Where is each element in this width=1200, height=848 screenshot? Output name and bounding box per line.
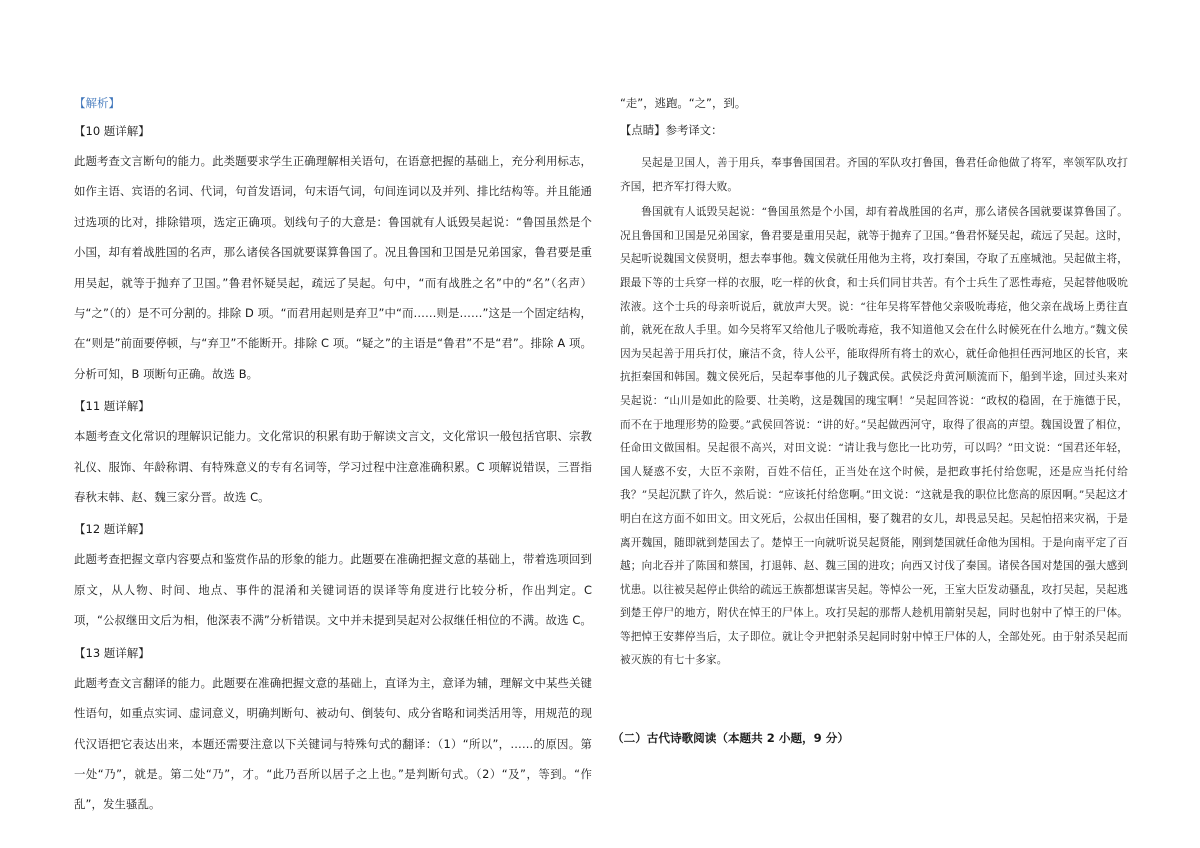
analysis-label: 【解析】 [74, 96, 120, 110]
question-13-heading: 【13 题详解】 [74, 645, 150, 660]
question-11-explanation: 本题考查文化常识的理解识记能力。文化常识的积累有助于解读文言文，文化常识一般包括官职、宗教礼仪、服饰、年龄称谓、有特殊意义的专有名词等，学习过程中注意准确积累。C 项解说错误，三晋指春秋末韩、赵、魏三家分晋。故选 C。 [74, 429, 592, 505]
translation-note-continuation: “走”，逃跑。“之”，到。 [620, 96, 747, 110]
question-10-explanation: 此题考查文言断句的能力。此类题要求学生正确理解相关语句，在语意把握的基础上，充分利用标志，如作主语、宾语的名词、代词，句首发语词，句末语气词，句间连词以及并列、排比结构等。并且能通过选项的比对，排除错项，选定正确项。划线句子的大意是：鲁国就有人诋毁吴起说：“鲁国虽然是个小国，却有着战胜国的名声，那么诸侯各国就要谋算鲁国了。况且鲁国和卫国是兄弟国家，鲁君要是重用吴起，就等于抛弃了卫国。”鲁君怀疑吴起，疏远了吴起。句中，“而有战胜之名”中的“名”（名声）与“之”（的）是不可分割的。排除 D 项。“而君用起则是弃卫”中“而……则是……”这是一个固定结构，在“则是”前面要停顿，与“弃卫”不能断开。排除 C 项。“疑之”的主语是“鲁君”不是“君”。排除 A 项。分析可知，B 项断句正确。故选 B。 [74, 154, 592, 381]
section-title-poetry-reading: （二）古代诗歌阅读（本题共 2 小题，9 分） [612, 731, 849, 745]
reference-translation-label: 【点睛】参考译文： [620, 123, 723, 137]
left-column [74, 92, 592, 820]
question-10-heading: 【10 题详解】 [74, 124, 150, 138]
question-12-explanation: 此题考查把握文章内容要点和鉴赏作品的形象的能力。此题要在准确把握文意的基础上，带着选项回到原文，从人物、时间、地点、事件的混淆和关键词语的误译等角度进行比较分析，作出判定。C 项，“公叔继田文后为相，他深表不满”分析错误。文中并未提到吴起对公叔继任相位的不满。故选 C。 [74, 552, 592, 628]
question-11-heading: 【11 题详解】 [74, 399, 150, 414]
translation-paragraph: 鲁国就有人诋毁吴起说：“鲁国虽然是个小国，却有着战胜国的名声，那么诸侯各国就要谋算鲁国了。况且鲁国和卫国是兄弟国家，鲁君要是重用吴起，就等于抛弃了卫国。”鲁君怀疑吴起，疏远了吴起。这时，吴起听说魏国文侯贤明，想去奉事他。魏文侯就任用他为主将，攻打秦国，夺取了五座城池。吴起做主将，跟最下等的士兵穿一样的衣服，吃一样的伙食，和士兵们同甘共苦。有个士兵生了恶性毒疮，吴起替他吸吮浓液。这个士兵的母亲听说后，就放声大哭。说：“往年吴将军替他父亲吸吮毒疮，他父亲在战场上勇往直前，就死在敌人手里。如今吴将军又给他儿子吸吮毒疮，我不知道他又会在什么时候死在什么地方。”魏文侯因为吴起善于用兵打仗，廉洁不贪，待人公平，能取得所有将士的欢心，就任命他担任西河地区的长官，来抗拒秦国和韩国。魏文侯死后，吴起奉事他的儿子魏武侯。武侯泛舟黄河顺流而下，船到半途，回过头来对吴起说：“山川是如此的险要、壮美哟，这是魏国的瑰宝啊！”吴起回答说：“政权的稳固，在于施德于民，而不在于地理形势的险要。”武侯回答说：“讲的好。”吴起做西河守，取得了很高的声望。魏国设置了相位，任命田文做国相。吴起很不高兴，对田文说：“请让我与您比一比功劳，可以吗？”田文说：“国君还年轻，国人疑惑不安，大臣不亲附，百姓不信任，正当处在这个时候，是把政事托付给您呢，还是应当托付给我？”吴起沉默了许久，然后说：“应该托付给您啊。”田文说：“这就是我的职位比您高的原因啊。”吴起这才明白在这方面不如田文。田文死后，公叔出任国相，娶了魏君的女儿，却畏忌吴起。吴起怕招来灾祸，于是离开魏国，随即就到楚国去了。楚悼王一向就听说吴起贤能，刚到楚国就任命他为国相。于是向南平定了百越；向北吞并了陈国和蔡国，打退韩、赵、魏三国的进攻；向西又讨伐了秦国。诸侯各国对楚国的强大感到忧患。以往被吴起停止供给的疏远王族都想谋害吴起。等悼公一死，王室大臣发动骚乱，攻打吴起，吴起逃到楚王停尸的地方，附伏在悼王的尸体上。攻打吴起的那帮人趁机用箭射吴起，同时也射中了悼王的尸体。等把悼王安葬停当后，太子即位。就让令尹把射杀吴起同时射中悼王尸体的人，全部处死。由于射杀吴起而被灭族的有七十多家。 [620, 206, 1128, 667]
right-column [620, 92, 1128, 673]
question-12-heading: 【12 题详解】 [74, 522, 150, 537]
question-13-explanation: 此题考查文言翻译的能力。此题要在准确把握文意的基础上，直译为主，意译为辅，理解文中某些关键性语句，如重点实词、虚词意义，明确判断句、被动句、倒装句、成分省略和词类活用等，用规范的现代汉语把它表达出来，本题还需要注意以下关键词与特殊句式的翻译：（1）“所以”，……的原因。第一处“乃”，就是。第二处“乃”，才。“此乃吾所以居子之上也。”是判断句式。（2）“及”，等到。“作乱”，发生骚乱。 [74, 675, 592, 812]
translation-paragraph: 吴起是卫国人，善于用兵，奉事鲁国国君。齐国的军队攻打鲁国，鲁君任命他做了将军，率领军队攻打齐国，把齐军打得大败。 [620, 157, 1128, 193]
